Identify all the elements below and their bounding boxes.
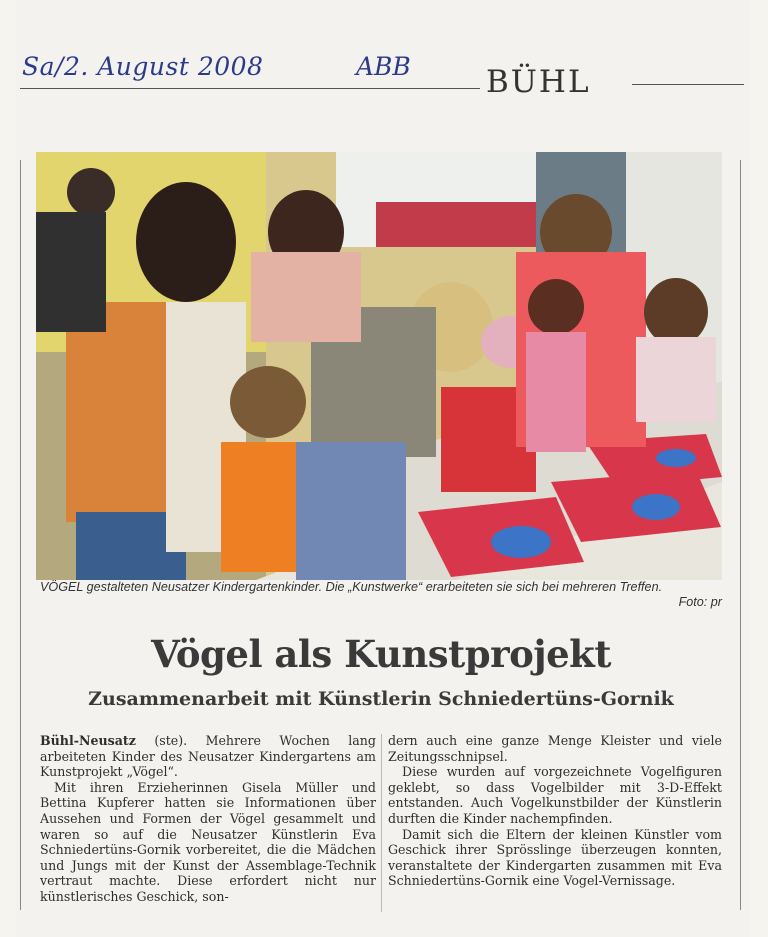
article-paragraph: dern auch eine ganze Menge Kleister und viele Zeitungsschnipsel. xyxy=(388,733,722,764)
classroom-photo xyxy=(36,152,722,580)
photo-caption xyxy=(40,580,722,622)
article-dateline: Bühl-Neusatz xyxy=(40,733,136,748)
article-column-2 xyxy=(388,733,722,917)
article-paragraph: Damit sich die Eltern der kleinen Künstler vom Geschick ihrer Sprösslinge überzeugen konnten, veranstaltete der Kindergarten zusammen mit Eva Schniedertüns-Gornik eine Vogel-Vernissage. xyxy=(388,826,722,889)
article-paragraph: Diese wurden auf vorgezeichnete Vogelfiguren geklebt, so dass Vogelbilder mit 3-D-Effekt entstanden. Auch Vogelkunstbilder der Künstlerin durften die Kinder nachempfinden. xyxy=(388,764,722,826)
article-column-1 xyxy=(40,733,376,917)
page-rule-left xyxy=(20,160,21,910)
section-label: BÜHL xyxy=(486,64,591,100)
header-rule-right xyxy=(632,84,744,85)
photo-credit: Foto: pr xyxy=(678,595,722,609)
article-paragraph xyxy=(40,733,376,780)
page-rule-right xyxy=(740,160,741,910)
paragraph-text: (ste). Mehrere Wochen lang arbeiteten Kinder des Neusatzer Kindergartens am Kunstprojekt „Vögel“. xyxy=(40,733,376,780)
handwritten-source: ABB xyxy=(356,52,411,81)
article-headline: Vögel als Kunstprojekt xyxy=(151,632,611,676)
caption-text: VÖGEL gestalteten Neusatzer Kindergartenkinder. Die „Kunstwerke“ erarbeiteten sie sich bei mehreren Treffen. xyxy=(40,580,663,594)
handwritten-date: Sa/2. August 2008 xyxy=(22,52,264,81)
column-divider xyxy=(381,734,382,912)
article-paragraph: Mit ihren Erzieherinnen Gisela Müller und Bettina Kupferer hatten sie Informationen über Aussehen und Formen der Vögel gesammelt und waren so auf die Neusatzer Künstlerin Eva Schniedertüns-Gornik vorbereitet, die die Mädchen und Jungs mit der Kunst der Assemblage-Technik vertraut machte. Diese erfordert nicht nur künstlerisches Geschick, son- xyxy=(40,779,376,904)
photo-illustration xyxy=(36,152,722,580)
article-subheadline: Zusammenarbeit mit Künstlerin Schniedertüns-Gornik xyxy=(88,688,674,710)
header-rule-left xyxy=(20,88,480,89)
